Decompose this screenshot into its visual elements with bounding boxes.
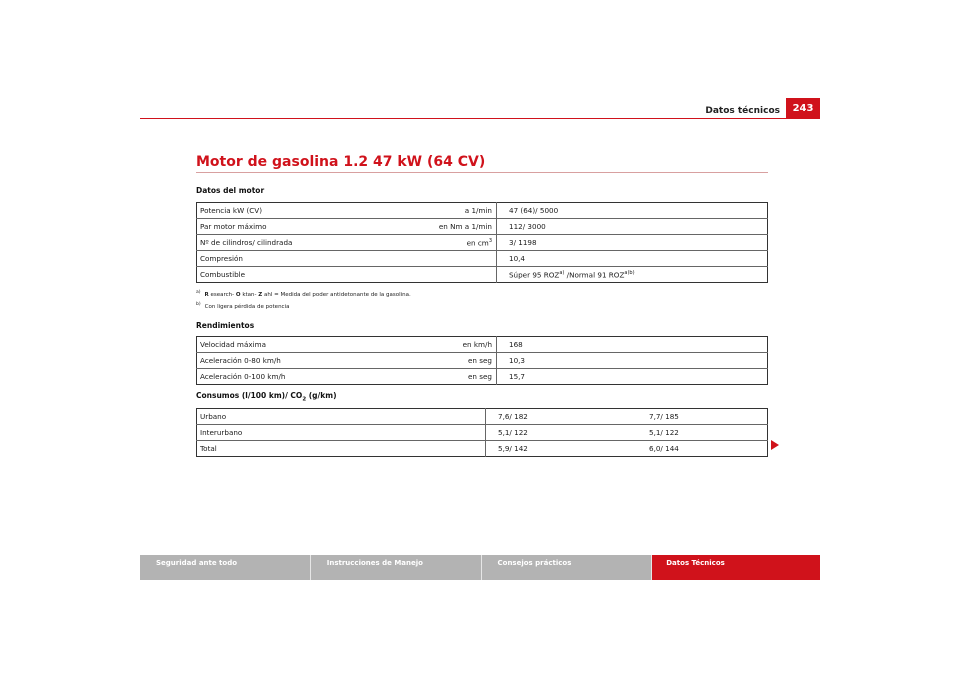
table-row	[197, 409, 768, 425]
row-label: Total	[197, 441, 486, 457]
unit-text: en cm	[466, 238, 489, 248]
table-row	[197, 203, 768, 219]
footnote-letter: R	[204, 291, 209, 298]
table-row	[197, 337, 768, 353]
footnote-a	[196, 288, 411, 300]
performance-table	[196, 336, 768, 385]
nav-tab-instrucciones[interactable]: Instrucciones de Manejo	[311, 555, 482, 580]
title-divider	[196, 172, 768, 173]
row-unit: en km/h	[413, 337, 497, 353]
section-title: Motor de gasolina 1.2 47 kW (64 CV)	[196, 154, 486, 170]
footnote-b	[196, 300, 411, 312]
footnote-text: Con ligera pérdida de potencia	[204, 303, 290, 310]
row-value: 10,3	[497, 353, 768, 369]
heading-text: Consumos (l/100 km)/ CO	[196, 391, 303, 400]
nav-tab-datos-tecnicos[interactable]: Datos Técnicos	[652, 555, 820, 580]
row-label: Aceleración 0-100 km/h	[200, 372, 286, 381]
fuel-value-alt: /Normal 91 ROZ	[564, 270, 625, 280]
row-value: 10,4	[497, 251, 768, 267]
footnote-text: ktan-	[240, 291, 259, 298]
consumption-table	[196, 408, 768, 457]
row-value: 5,1/ 122	[633, 425, 768, 441]
header-divider	[140, 118, 820, 119]
next-page-arrow-icon[interactable]	[771, 440, 779, 450]
row-value: 112/ 3000	[497, 219, 768, 235]
row-value	[497, 267, 768, 283]
page-number: 243	[786, 98, 820, 119]
footnote-letter: O	[235, 291, 241, 298]
row-value: 15,7	[509, 372, 526, 381]
table-row	[197, 441, 768, 457]
row-value: 6,0/ 144	[649, 444, 679, 453]
row-value: 5,9/ 142	[498, 444, 528, 453]
row-unit: a 1/min	[413, 203, 497, 219]
footnote-text: ahl = Medida del poder antidetonante de la gasolina.	[262, 291, 411, 298]
row-unit	[413, 251, 497, 267]
footnotes	[196, 288, 411, 312]
row-unit: en Nm a 1/min	[413, 219, 497, 235]
row-label: Nº de cilindros/ cilindrada	[197, 235, 414, 251]
row-unit	[413, 267, 497, 283]
row-value: 7,7/ 185	[633, 409, 768, 425]
page-header-title: Datos técnicos	[705, 106, 780, 116]
row-label: Compresión	[197, 251, 414, 267]
fuel-value: Súper 95 ROZ	[509, 270, 560, 280]
table-row	[197, 369, 768, 385]
table-row	[197, 235, 768, 251]
row-unit: en seg	[413, 353, 497, 369]
row-value: 47 (64)/ 5000	[497, 203, 768, 219]
table-row	[197, 425, 768, 441]
row-unit	[413, 235, 497, 251]
engine-data-heading: Datos del motor	[196, 186, 265, 195]
row-label: Aceleración 0-80 km/h	[197, 353, 414, 369]
row-value: 3/ 1198	[497, 235, 768, 251]
engine-data-table	[196, 202, 768, 283]
table-row	[197, 353, 768, 369]
row-label: Combustible	[200, 270, 246, 279]
row-value: 5,1/ 122	[486, 425, 634, 441]
table-row	[197, 219, 768, 235]
footnote-marker: a)	[196, 290, 201, 295]
row-label: Interurbano	[197, 425, 486, 441]
performance-heading: Rendimientos	[196, 321, 255, 330]
heading-text: (g/km)	[306, 391, 337, 400]
footnote-text: esearch-	[208, 291, 236, 298]
row-value: 168	[497, 337, 768, 353]
nav-tab-consejos[interactable]: Consejos prácticos	[482, 555, 653, 580]
nav-tab-seguridad[interactable]: Seguridad ante todo	[140, 555, 311, 580]
row-label: Potencia kW (CV)	[197, 203, 414, 219]
unit-superscript: 3	[488, 237, 492, 244]
table-row	[197, 267, 768, 283]
consumption-heading	[196, 391, 337, 403]
row-label: Urbano	[197, 409, 486, 425]
footnote-letter: Z	[258, 291, 263, 298]
row-value: 7,6/ 182	[486, 409, 634, 425]
bottom-nav	[140, 555, 820, 580]
footnote-ref: a)b)	[624, 269, 635, 276]
row-unit: en seg	[413, 369, 497, 385]
row-label: Par motor máximo	[197, 219, 414, 235]
footnote-marker: b)	[196, 301, 201, 307]
row-label: Velocidad máxima	[197, 337, 414, 353]
heading-subscript: 2	[302, 396, 307, 403]
table-row	[197, 251, 768, 267]
footnote-ref: a)	[559, 269, 565, 276]
